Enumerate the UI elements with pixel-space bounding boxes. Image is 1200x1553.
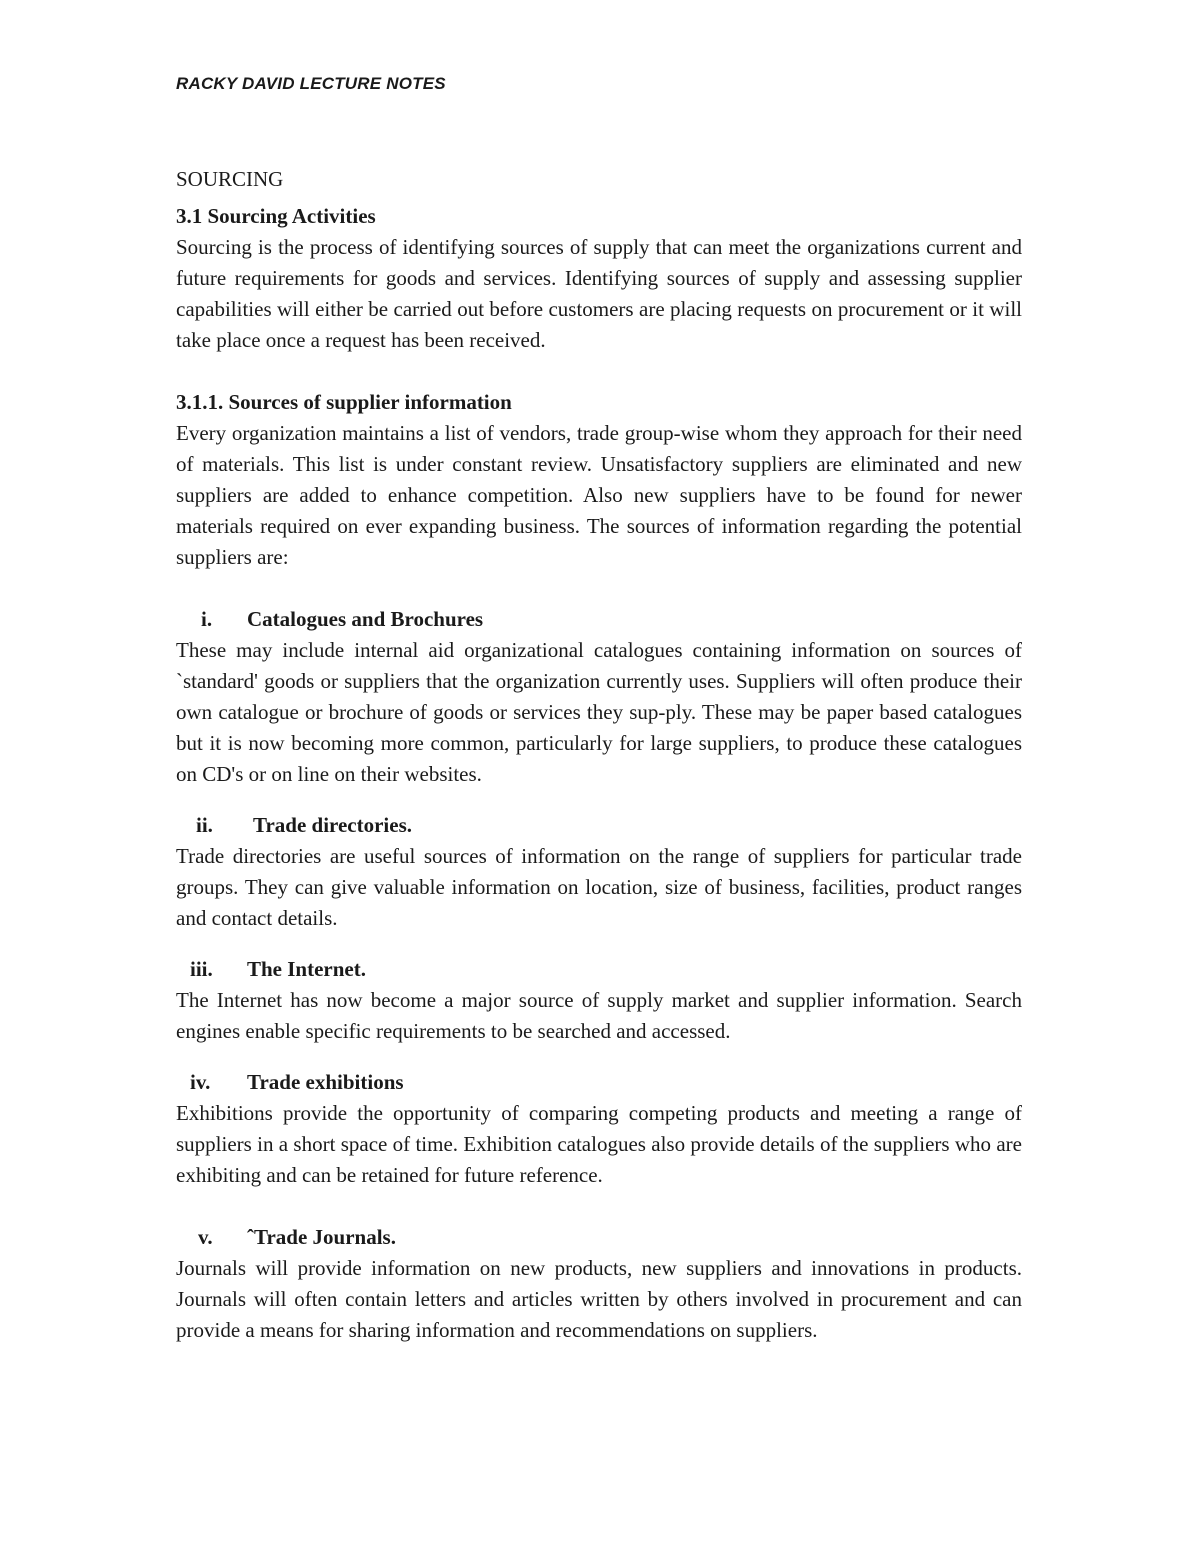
document-body bbox=[176, 164, 1022, 1346]
list-item-heading bbox=[176, 954, 1022, 985]
list-item-paragraph: Journals will provide information on new products, new suppliers and innovations in products. Journals will often contain letters and articles written by others involved in procurement and can provide a means for sharing information and recommendations on suppliers. bbox=[176, 1256, 1022, 1342]
document-title: SOURCING bbox=[176, 167, 284, 191]
list-item-paragraph: Exhibitions provide the opportunity of comparing competing products and meeting a range of suppliers in a short space of time. Exhibition catalogues also provide details of the suppliers who are exhibiting and can be retained for future reference. bbox=[176, 1101, 1022, 1187]
list-item-heading bbox=[176, 1222, 1022, 1253]
page-header: RACKY DAVID LECTURE NOTES bbox=[176, 74, 446, 93]
section-heading: 3.1 Sourcing Activities bbox=[176, 204, 376, 228]
list-item-number: ii. bbox=[196, 813, 213, 837]
list-item-paragraph: Trade directories are useful sources of information on the range of suppliers for particular trade groups. They can give valuable information on location, size of business, facilities, product ranges and contact details. bbox=[176, 844, 1022, 930]
list-item-title: The Internet. bbox=[247, 957, 366, 981]
list-item-paragraph: The Internet has now become a major source of supply market and supplier information. Search engines enable specific requirements to be searched and accessed. bbox=[176, 988, 1022, 1043]
list-item-paragraph: These may include internal aid organizational catalogues containing information on sources of `standard' goods or suppliers that the organization currently uses. Suppliers will often produce their own catalogue or brochure of goods or services they sup-ply. These may be paper based catalogues but it is now becoming more common, particularly for large suppliers, to produce these catalogues on CD's or on line on their websites. bbox=[176, 638, 1022, 786]
subsection-heading: 3.1.1. Sources of supplier information bbox=[176, 390, 512, 414]
list-item-title: Trade directories. bbox=[253, 813, 413, 837]
list-item-title: Catalogues and Brochures bbox=[247, 607, 484, 631]
list-item-title: Trade exhibitions bbox=[247, 1070, 404, 1094]
list-item-heading bbox=[176, 810, 1022, 841]
section-paragraph: Sourcing is the process of identifying sources of supply that can meet the organizations current and future requirements for goods and services. Identifying sources of supply and assessing supplier capabilities will either be carried out before customers are placing requests on procurement or it will take place once a request has been received. bbox=[176, 235, 1022, 352]
list-item-heading bbox=[176, 1067, 1022, 1098]
subsection-paragraph: Every organization maintains a list of vendors, trade group-wise whom they approach for their need of materials. This list is under constant review. Unsatisfactory suppliers are eliminated and new suppliers are added to enhance competition. Also new suppliers have to be found for newer materials required on ever expanding business. The sources of information regarding the potential suppliers are: bbox=[176, 421, 1022, 569]
list-item-number: iv. bbox=[190, 1070, 211, 1094]
list-item-number: v. bbox=[198, 1225, 213, 1249]
list-item-number: iii. bbox=[190, 957, 213, 981]
list-item-heading bbox=[176, 604, 1022, 635]
list-item-number: i. bbox=[201, 607, 213, 631]
list-item-title: ˆTrade Journals. bbox=[247, 1225, 396, 1249]
